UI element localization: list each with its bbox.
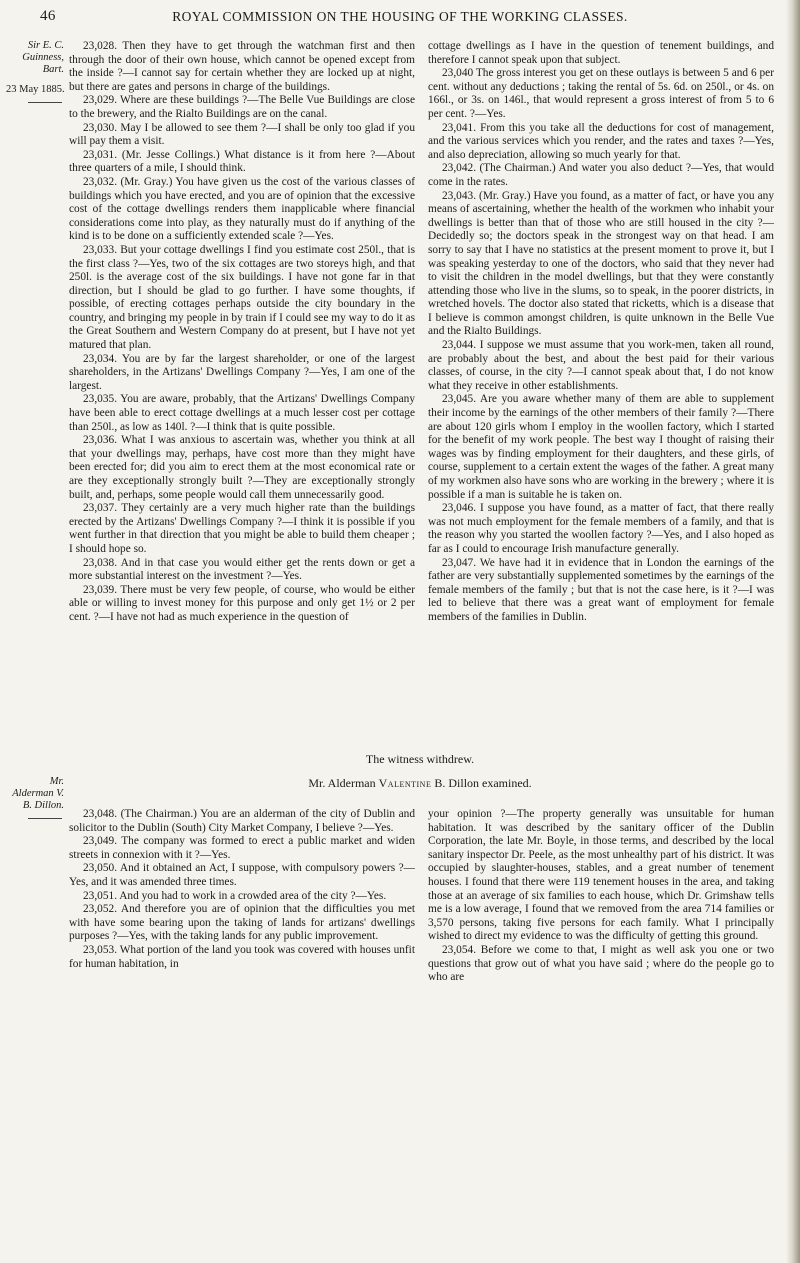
witness-withdrew-line: The witness withdrew. <box>365 752 475 766</box>
examined-name: Valentine <box>378 776 432 790</box>
paragraph: 23,040 The gross interest you get on these outlays is between 5 and 6 per cent. without any deductions ; taking the rental of 5s. 6d. on 250l., or 4s. on 166l., or 3s. on 146l., that would represent a gross interest of from 5 to 6 per cent. ?—Yes. <box>428 67 774 120</box>
paragraph: 23,049. The company was formed to erect a public market and widen streets in connexion with it ?—Yes. <box>69 835 415 861</box>
page-edge-shadow <box>786 0 800 1263</box>
paragraph: 23,050. And it obtained an Act, I suppose, with compulsory powers ?—Yes, and it was amended three times. <box>69 862 415 888</box>
paragraph: your opinion ?—The property generally was unsuitable for human habitation. It was described by the sanitary officer of the Dublin Corporation, the late Mr. Boyle, in those terms, and described by the local sanitary inspector Dr. Peele, as the most unhealthy part of his district. It was occupied by slaughter-houses, stables, and a great number of tenement houses. I found that there were 119 tenement houses in the area, and taking those at an average of six families to each house, which Dr. Grimshaw tells me is a low average, I found that we removed from the area 714 families or 3,570 persons, taking five persons for each family. What I principally wished to direct my evidence to was the difficulty of getting this ground. <box>428 808 774 943</box>
paragraph: 23,030. May I be allowed to see them ?—I shall be only too glad if you will pay them a visit. <box>69 121 415 148</box>
paragraph: 23,048. (The Chairman.) You are an alderman of the city of Dublin and solicitor to the Dublin (South) City Market Company, I believe ?—Yes. <box>69 808 415 834</box>
text-column-3 <box>69 808 415 1253</box>
text-column-2 <box>428 40 774 744</box>
page-title: ROYAL COMMISSION ON THE HOUSING OF THE WORKING CLASSES. <box>172 9 628 24</box>
paragraph: 23,045. Are you aware whether many of them are able to supplement their income by the earnings of the other members of their family ?—There are about 120 girls whom I employ in the woollen factory, which I started for the benefit of my work people. The best way I thought of raising their wages was by finding employment for their daughters, and these girls, of course, supplement to a certain extent the wages of the father. A great many of my workmen also have sons who are working in the brewery ; where it is possible if a man is suitable he is taken on. <box>428 393 774 501</box>
paragraph: 23,043. (Mr. Gray.) Have you found, as a matter of fact, or have you any means of ascertaining, whether the health of the workmen who inhabit your dwellings is better than that of those who are still housed in the city ?—Decidedly so; the doctors speak in the strongest way on that head. I am sorry to say that I have no statistics at the present moment to prove it, but I was speaking yesterday to one of the doctors, who said that they never had to visit the children in the model dwellings, but that they were constantly attending those who live in the slums, so to speak, in the poorer districts, in wretched hovels. The doctor also stated that ricketts, which is a disease that I believe is common amongst children, is quite unknown in the Belle Vue and the Rialto Buildings. <box>428 189 774 338</box>
paragraph: 23,032. (Mr. Gray.) You have given us the cost of the various classes of buildings which you have erected, and you are of opinion that the excessive cost of the cottage dwellings renders them inapplicable where financial considerations come into play, as they naturally must do if anything of the kind is to be done on a sufficiently extended scale ?—Yes. <box>69 175 415 243</box>
text-column-4 <box>428 808 774 1253</box>
page-number: 46 <box>40 8 56 24</box>
paragraph: 23,046. I suppose you have found, as a matter of fact, that there really was not much employment for the female members of a family, and that is the reason why you started the woollen factory ?—Yes, and I also hoped as far as I could to encourage Irish manufacture generally. <box>428 502 774 555</box>
running-header <box>40 6 760 28</box>
paragraph: 23,035. You are aware, probably, that the Artizans' Dwellings Company have been able to erect cottage dwellings at a much lesser cost per cottage than 250l., as low as 140l. ?—I think that is quite possible. <box>69 393 415 433</box>
witness1-name: Sir E. C. Guinness, Bart. <box>22 40 64 76</box>
examined-suffix: B. Dillon examined. <box>434 776 532 790</box>
paragraph: 23,053. What portion of the land you took was covered with houses unfit for human habitation, in <box>69 943 415 970</box>
paragraph: 23,034. You are by far the largest shareholder, or one of the largest shareholders, in the Artizans' Dwellings Company ?—Yes, I am one of the largest. <box>69 352 415 392</box>
paragraph: 23,047. We have had it in evidence that in London the earnings of the father are very substantially supplemented sometimes by the earnings of the female members of the family ; but that is not the case here, is it ?—I was led to believe that there was a great want of employment for female members of the families in Dublin. <box>428 556 774 623</box>
paragraph: 23,033. But your cottage dwellings I find you estimate cost 250l., that is the first class ?—Yes, two of the six cottages are two storeys high, and that 250l. is the average cost of the six buildings. I have not gone far in that direction, but I should be glad to go further. I have some thoughts, if possible, of erecting cottages perhaps outside the city boundary in the country, and bringing my people in by train if I could see my way to do it as the Great Southern and Western Company do at present, but I have not yet matured that plan. <box>69 243 415 352</box>
examined-prefix: Mr. Alderman <box>308 776 376 790</box>
paragraph: 23,036. What I was anxious to ascertain was, whether you think at all that your dwellings may, perhaps, have cost more than they might have been erected for; did you aim to erect them at the most economical rate or are they exceptionally strongly built ?—They are exceptionally strongly built, and, perhaps, some people would call them unnecessarily good. <box>69 434 415 501</box>
paragraph: 23,038. And in that case you would either get the rents down or get a more substantial interest on the investment ?—Yes. <box>69 556 415 583</box>
paragraph: 23,041. From this you take all the deductions for cost of management, and the various services which you render, and the rates and taxes ?—Yes, and also depreciation, allowing so much yearly for that. <box>428 121 774 161</box>
examined-heading <box>60 776 780 791</box>
witness2-name: Mr. Alderman V. B. Dillon. <box>12 776 64 812</box>
text-column-1 <box>69 40 415 744</box>
witness1-date: 23 May 1885. <box>6 84 65 96</box>
paragraph: 23,037. They certainly are a very much higher rate than the buildings erected by the Artizans' Dwellings Company ?—I think it is possible if you went further in that direction that you might be able to build them cheaper ; I should hope so. <box>69 502 415 555</box>
margin-note-witness1 <box>6 40 64 103</box>
paragraph: 23,052. And therefore you are of opinion that the difficulties you met with have some bearing upon the taking of lands for artizans' dwellings purposes ?—Yes, with the taking lands for any public improvement. <box>69 903 415 943</box>
paragraph: 23,031. (Mr. Jesse Collings.) What distance is it from here ?—About three quarters of a mile, I should think. <box>69 148 415 175</box>
margin-rule <box>28 102 62 103</box>
paragraph: 23,054. Before we come to that, I might as well ask you one or two questions that grow out of what you have said ; where do the people go to who are <box>428 943 774 984</box>
paragraph: 23,042. (The Chairman.) And water you also deduct ?—Yes, that would come in the rates. <box>428 162 774 188</box>
paragraph: 23,051. And you had to work in a crowded area of the city ?—Yes. <box>83 889 387 902</box>
margin-rule <box>28 818 62 819</box>
paragraph: 23,029. Where are these buildings ?—The Belle Vue Buildings are close to the brewery, and the Rialto Buildings are on the canal. <box>69 94 415 120</box>
paragraph: 23,028. Then they have to get through the watchman first and then through the door of their own house, which cannot be opened except from the inside ?—I cannot say for certain whether they are locked up at night, but there are gates and persons in charge of the buildings. <box>69 40 415 93</box>
paragraph: 23,044. I suppose we must assume that you work-men, taken all round, are probably about the best, and about the best paid for their various classes, of course, in the city ?—I cannot speak about that, I do not know what they receive in other establishments. <box>428 339 774 392</box>
margin-note-witness2 <box>6 776 64 819</box>
paragraph: cottage dwellings as I have in the question of tenement buildings, and therefore I cannot speak upon that subject. <box>428 40 774 66</box>
paragraph: 23,039. There must be very few people, of course, who would be either able or willing to invest money for this purpose and only get 1½ or 2 per cent. ?—I have not had as much experience in the question of <box>69 583 415 623</box>
